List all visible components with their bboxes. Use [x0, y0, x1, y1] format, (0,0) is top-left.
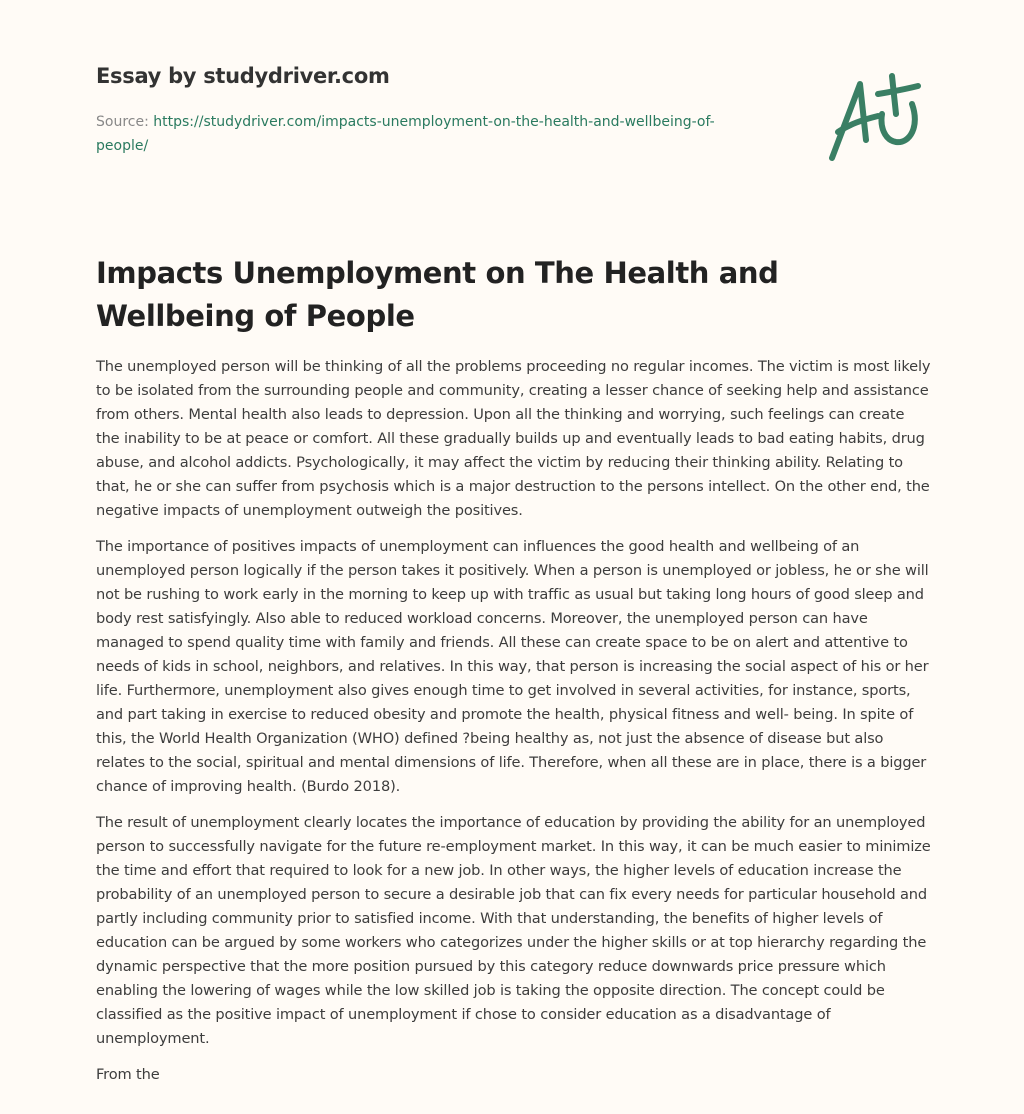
essay-body	[96, 355, 932, 1099]
source-link[interactable]: https://studydriver.com/impacts-unemployment-on-the-health-and-wellbeing-of-people/	[96, 114, 715, 154]
source-label: Source:	[96, 114, 154, 130]
source-line	[96, 110, 756, 158]
paragraph: The result of unemployment clearly locates the importance of education by providing the ability for an unemployed person to successfully navigate for the future re-employment market. In this way, it can be much easier to minimize the time and effort that required to look for a new job. In other ways, the higher levels of education increase the probability of an unemployed person to secure a desirable job that can fix every needs for particular household and partly including community prior to satisfied income. With that understanding, the benefits of higher levels of education can be argued by some workers who categorizes under the higher skills or at top hierarchy regarding the dynamic perspective that the more position pursued by this category reduce downwards price pressure which enabling the lowering of wages while the low skilled job is taking the opposite direction. The concept could be classified as the positive impact of unemployment if chose to consider education as a disadvantage of unemployment.	[96, 814, 931, 1047]
site-brand: Essay by studydriver.com	[96, 64, 390, 88]
paragraph: The importance of positives impacts of unemployment can influences the good health and wellbeing of an unemployed person logically if the person takes it positively. When a person is unemployed or jobless, he or she will not be rushing to work early in the morning to keep up with traffic as usual but taking long hours of good sleep and body rest satisfyingly. Also able to reduced workload concerns. Moreover, the unemployed person can have managed to spend quality time with family and friends. All these can create space to be on alert and attentive to needs of kids in school, neighbors, and relatives. In this way, that person is increasing the social aspect of his or her life. Furthermore, unemployment also gives enough time to get involved in several activities, for instance, sports, and part taking in exercise to reduced obesity and promote the health, physical fitness and well- being. In spite of this, the World Health Organization (WHO) defined ?being healthy as, not just the absence of disease but also relates to the social, spiritual and mental dimensions of life. Therefore, when all these are in place, there is a bigger chance of improving health. (Burdo 2018).	[96, 538, 929, 795]
essay-title: Impacts Unemployment on The Health and Wellbeing of People	[96, 256, 779, 333]
a-plus-logo-icon	[820, 70, 930, 170]
paragraph: The unemployed person will be thinking of all the problems proceeding no regular incomes. The victim is most likely to be isolated from the surrounding people and community, creating a lesser chance of seeking help and assistance from others. Mental health also leads to depression. Upon all the thinking and worrying, such feelings can create the inability to be at peace or comfort. All these gradually builds up and eventually leads to bad eating habits, drug abuse, and alcohol addicts. Psychologically, it may affect the victim by reducing their thinking ability. Relating to that, he or she can suffer from psychosis which is a major destruction to the persons intellect. On the other end, the negative impacts of unemployment outweigh the positives.	[96, 358, 931, 519]
paragraph: From the	[96, 1066, 160, 1083]
